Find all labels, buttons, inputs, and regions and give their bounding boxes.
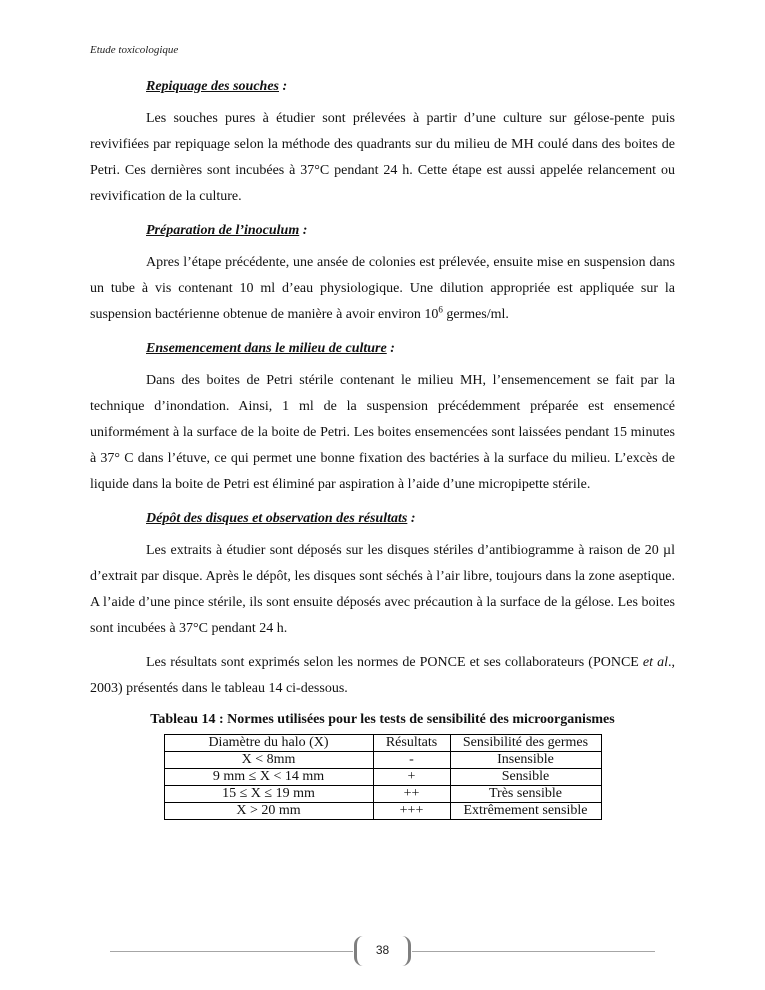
sensitivity-table — [164, 734, 602, 820]
section-heading-inoculum: Préparation de l’inoculum : — [146, 223, 308, 238]
paragraph-ensemencement: Dans des boites de Petri stérile contenant le milieu MH, l’ensemencement se fait par la technique d’inondation. Ainsi, 1 ml de la suspension précédemment préparée est ensemencé uniformément à la surface de la boite de Petri. Les boites ensemencées sont laissées pendant 15 minutes à 37° C dans l’étuve, ce qui permet une bonne fixation des bactéries à la surface du milieu. L’excès de liquide dans la boite de Petri est éliminé par aspiration à l’aide d’une micropipette stérile. — [90, 373, 675, 492]
table-row — [164, 769, 601, 786]
paragraph-resultats: Les résultats sont exprimés selon les normes de PONCE et ses collaborateurs (PONCE et al., 2003) présentés dans le tableau 14 ci-dessous. — [90, 655, 675, 696]
page-number: 38 — [375, 943, 390, 957]
table-cell: Extrêmement sensible — [450, 803, 601, 820]
table-row — [164, 786, 601, 803]
table-cell: + — [373, 769, 450, 786]
table-cell: 9 mm ≤ X < 14 mm — [164, 769, 373, 786]
paragraph-inoculum: Apres l’étape précédente, une ansée de colonies est prélevée, ensuite mise en suspension dans un tube à vis contenant 10 ml d’eau physiologique. Une dilution appropriée est appliquée sur la suspension bactérienne obtenue de manière à avoir environ $10^6$ germes/ml. — [90, 255, 675, 322]
table-caption: Tableau 14 : Normes utilisées pour les tests de sensibilité des microorganismes — [150, 712, 615, 727]
column-header-sensibilite: Sensibilité des germes — [450, 735, 601, 752]
paragraph-depot: Les extraits à étudier sont déposés sur les disques stériles d’antibiogramme à raison de 20 µl d’extrait par disque. Après le dépôt, les disques sont séchés à l’air libre, toujours dans la zone aseptique. A l’aide d’une pince stérile, ils sont ensuite déposés avec précaution à la surface de la gélose. Les boites sont incubées à 37°C pendant 24 h. — [90, 543, 675, 636]
table-cell: +++ — [373, 803, 450, 820]
table-cell: ++ — [373, 786, 450, 803]
page-body — [90, 74, 675, 820]
table-row — [164, 752, 601, 769]
section-heading-depot: Dépôt des disques et observation des résultats : — [146, 511, 416, 526]
table-cell: Très sensible — [450, 786, 601, 803]
table-cell: X > 20 mm — [164, 803, 373, 820]
table-cell: - — [373, 752, 450, 769]
exponent: 6 — [438, 304, 443, 315]
paragraph-repiquage: Les souches pures à étudier sont prélevées à partir d’une culture sur gélose-pente puis revivifiées par repiquage selon la méthode des quadrants sur du milieu de MH coulé dans des boites de Petri. Ces dernières sont incubées à 37°C pendant 24 h. Cette étape est aussi appelée relancement ou revivification de la culture. — [90, 111, 675, 204]
column-header-resultats: Résultats — [373, 735, 450, 752]
section-heading-repiquage: Repiquage des souches : — [146, 79, 288, 94]
running-header: Etude toxicologique — [90, 44, 179, 56]
page-footer — [110, 936, 655, 966]
table-row — [164, 803, 601, 820]
table-cell: X < 8mm — [164, 752, 373, 769]
table-cell: Sensible — [450, 769, 601, 786]
table-cell: Insensible — [450, 752, 601, 769]
column-header-diametre: Diamètre du halo (X) — [164, 735, 373, 752]
section-heading-ensemencement: Ensemencement dans le milieu de culture : — [146, 341, 395, 356]
table-cell: 15 ≤ X ≤ 19 mm — [164, 786, 373, 803]
table-header-row — [164, 735, 601, 752]
